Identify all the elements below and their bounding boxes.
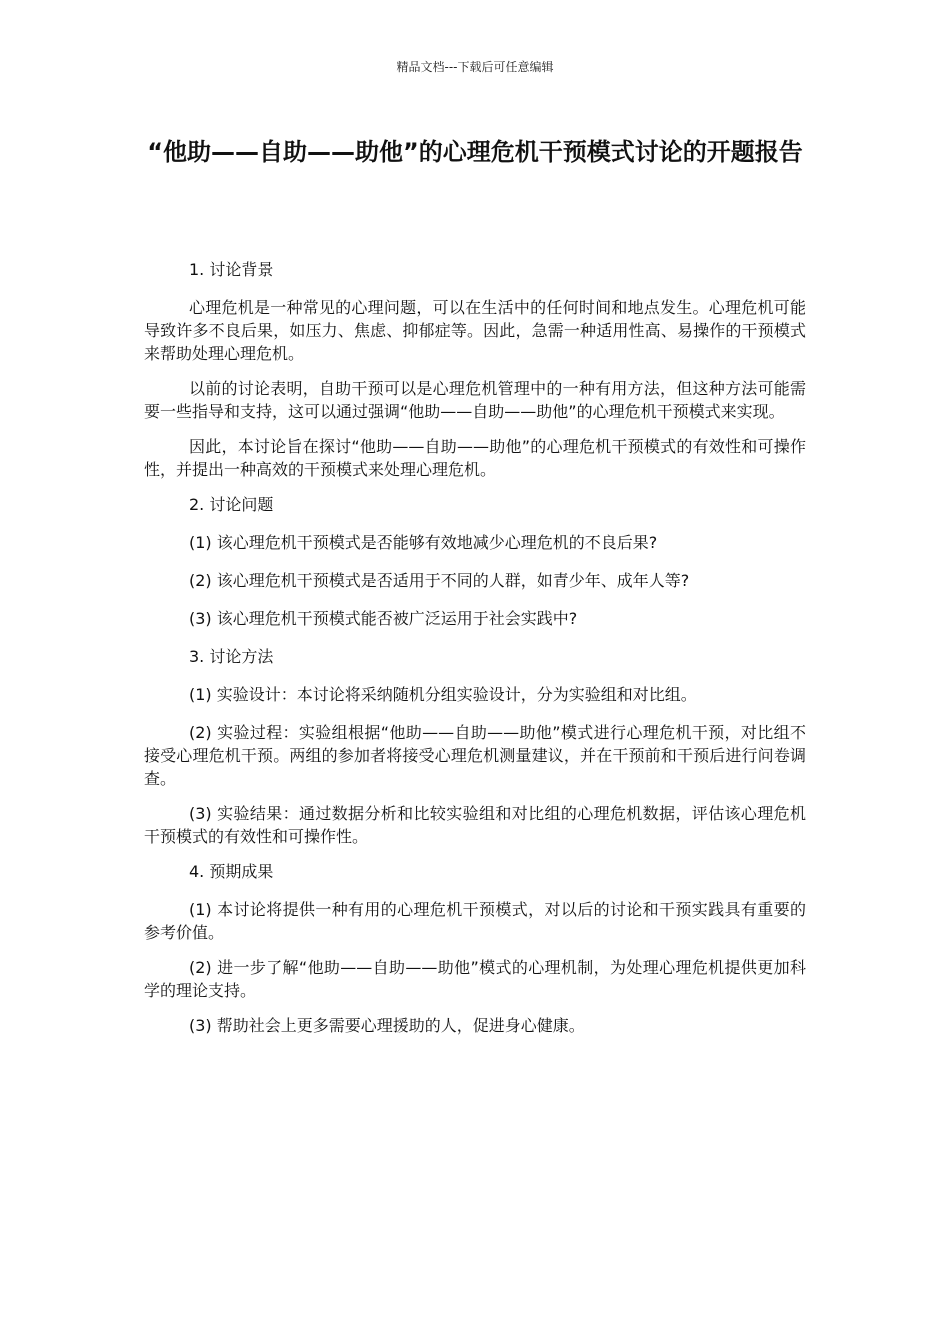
outcome-item-1: (1) 本讨论将提供一种有用的心理危机干预模式，对以后的讨论和干预实践具有重要的参考价值。	[144, 900, 806, 942]
question-item-1: (1) 该心理危机干预模式是否能够有效地减少心理危机的不良后果?	[189, 533, 658, 552]
section-heading-questions: 2. 讨论问题	[189, 495, 274, 514]
document-body	[144, 258, 806, 1052]
question-item-2: (2) 该心理危机干预模式是否适用于不同的人群，如青少年、成年人等?	[189, 571, 690, 590]
method-item-2: (2) 实验过程：实验组根据“他助——自助——助他”模式进行心理危机干预，对比组不接受心理危机干预。两组的参加者将接受心理危机测量建议，并在干预前和干预后进行问卷调查。	[144, 723, 806, 788]
outcome-item-2: (2) 进一步了解“他助——自助——助他”模式的心理机制，为处理心理危机提供更加科学的理论支持。	[144, 958, 806, 1000]
section-heading-methods: 3. 讨论方法	[189, 647, 274, 666]
paragraph-background-2: 以前的讨论表明，自助干预可以是心理危机管理中的一种有用方法，但这种方法可能需要一些指导和支持，这可以通过强调“他助——自助——助他”的心理危机干预模式来实现。	[144, 379, 806, 421]
method-item-1: (1) 实验设计：本讨论将采纳随机分组实验设计，分为实验组和对比组。	[189, 685, 697, 704]
document-title: “他助——自助——助他”的心理危机干预模式讨论的开题报告	[147, 138, 803, 166]
outcome-item-3: (3) 帮助社会上更多需要心理援助的人，促进身心健康。	[189, 1016, 585, 1035]
header-note: 精品文档---下载后可任意编辑	[396, 60, 554, 74]
paragraph-background-1: 心理危机是一种常见的心理问题，可以在生活中的任何时间和地点发生。心理危机可能导致许多不良后果，如压力、焦虑、抑郁症等。因此，急需一种适用性高、易操作的干预模式来帮助处理心理危机。	[144, 298, 806, 363]
paragraph-background-3: 因此，本讨论旨在探讨“他助——自助——助他”的心理危机干预模式的有效性和可操作性，并提出一种高效的干预模式来处理心理危机。	[144, 437, 806, 479]
section-heading-outcomes: 4. 预期成果	[189, 862, 274, 881]
question-item-3: (3) 该心理危机干预模式能否被广泛运用于社会实践中?	[189, 609, 578, 628]
method-item-3: (3) 实验结果：通过数据分析和比较实验组和对比组的心理危机数据，评估该心理危机干预模式的有效性和可操作性。	[144, 804, 806, 846]
section-heading-background: 1. 讨论背景	[189, 260, 274, 279]
